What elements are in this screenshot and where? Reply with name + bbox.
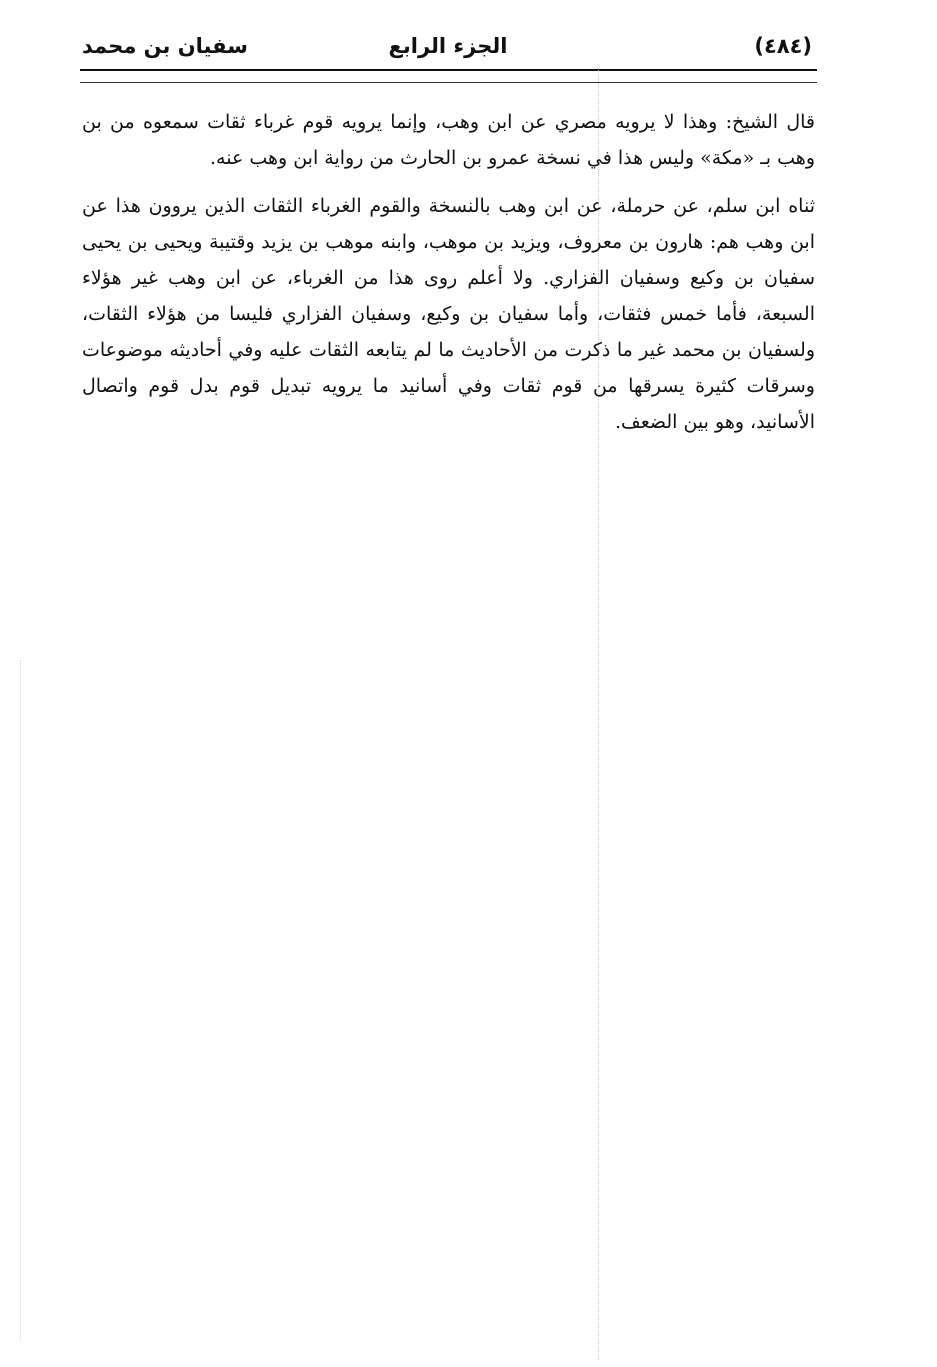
header-rule (80, 69, 817, 71)
page-number: (٤٨٤) (754, 34, 812, 58)
running-head-author: سفيان بن محمد (82, 34, 248, 58)
paragraph: ثناه ابن سلم، عن حرملة، عن ابن وهب بالنسخة والقوم الغرباء الثقات الذين يروون هذا عن ابن وهب هم: هارون بن معروف، ويزيد بن موهب، وابنه موهب بن يزيد وقتيبة ويحيى بن يحيى سفيان بن وكيع وسفيان الفزاري. ولا أعلم روى هذا من الغرباء، عن ابن وهب غير هؤلاء السبعة، فأما خمس فثقات، وأما سفيان بن وكيع، وسفيان الفزاري فليسا من هؤلاء الثقات، ولسفيان بن محمد غير ما ذكرت من الأحاديث ما لم يتابعه الثقات عليه وفي أحاديثه موضوعات وسرقات كثيرة يسرقها من قوم ثقات وفي أسانيد ما يرويه تبديل قوم بدل قوم واتصال الأسانيد، وهو بين الضعف. (82, 195, 816, 433)
header-rule-thin (80, 82, 817, 83)
volume-title: الجزء الرابع (388, 34, 508, 58)
scan-artifact-line (20, 660, 21, 1340)
paragraph: قال الشيخ: وهذا لا يرويه مصري عن ابن وهب، وإنما يرويه قوم غرباء ثقات سمعوه من بن وهب بـ «مكة» وليس هذا في نسخة عمرو بن الحارث من رواية ابن وهب عنه. (82, 111, 815, 169)
page-header (78, 32, 818, 72)
body-text (82, 104, 815, 440)
